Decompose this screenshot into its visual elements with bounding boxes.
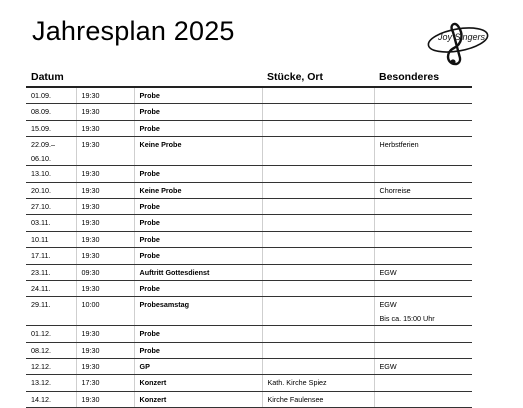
header-time — [76, 67, 134, 87]
date-cell: 01.09. — [26, 87, 76, 104]
table-row — [26, 198, 472, 214]
place-cell — [262, 137, 374, 166]
time-cell: 19:30 — [76, 182, 134, 198]
note-cell — [374, 248, 472, 264]
place-cell — [262, 182, 374, 198]
time-cell: 19:30 — [76, 215, 134, 231]
event-cell: Keine Probe — [134, 137, 262, 166]
table-row — [26, 104, 472, 120]
place-cell — [262, 264, 374, 280]
table-row — [26, 137, 472, 166]
table-row — [26, 120, 472, 136]
date-cell: 08.09. — [26, 104, 76, 120]
choir-logo-icon — [424, 18, 494, 70]
place-cell — [262, 120, 374, 136]
time-cell: 19:30 — [76, 87, 134, 104]
time-cell: 19:30 — [76, 166, 134, 182]
note-cell — [374, 326, 472, 342]
event-cell: Keine Probe — [134, 182, 262, 198]
note-cell: Herbstferien — [374, 137, 472, 166]
place-cell — [262, 342, 374, 358]
note-cell — [374, 120, 472, 136]
event-cell: Probe — [134, 198, 262, 214]
place-cell — [262, 359, 374, 375]
note-cell — [374, 87, 472, 104]
table-row — [26, 391, 472, 407]
place-cell — [262, 248, 374, 264]
event-cell: Probe — [134, 166, 262, 182]
table-row — [26, 342, 472, 358]
place-cell — [262, 104, 374, 120]
table-row — [26, 231, 472, 247]
header-pieces-place: Stücke, Ort — [262, 67, 374, 87]
table-row — [26, 359, 472, 375]
time-cell: 19:30 — [76, 391, 134, 407]
note-cell — [374, 215, 472, 231]
header-remarks: Besonderes — [374, 67, 472, 87]
table-row — [26, 375, 472, 391]
place-cell — [262, 166, 374, 182]
event-cell: Probe — [134, 342, 262, 358]
table-row — [26, 280, 472, 296]
event-cell: Konzert — [134, 375, 262, 391]
date-cell: 13.12. — [26, 375, 76, 391]
place-cell — [262, 231, 374, 247]
date-cell: 17.11. — [26, 248, 76, 264]
date-cell: 20.10. — [26, 182, 76, 198]
time-cell: 19:30 — [76, 280, 134, 296]
event-cell: Probe — [134, 87, 262, 104]
page-title: Jahresplan 2025 — [32, 16, 235, 46]
note-cell — [374, 198, 472, 214]
event-cell: Probe — [134, 104, 262, 120]
header-date: Datum — [26, 67, 76, 87]
place-cell — [262, 297, 374, 326]
note-cell: Chorreise — [374, 182, 472, 198]
place-cell: Kath. Kirche Spiez — [262, 375, 374, 391]
schedule-table — [26, 67, 472, 408]
date-cell: 23.11. — [26, 264, 76, 280]
table-row — [26, 87, 472, 104]
table-row — [26, 248, 472, 264]
note-cell: EGW — [374, 359, 472, 375]
date-cell: 22.09.– 06.10. — [26, 137, 76, 166]
time-cell: 19:30 — [76, 248, 134, 264]
note-cell: EGW Bis ca. 15:00 Uhr — [374, 297, 472, 326]
place-cell — [262, 87, 374, 104]
event-cell: GP — [134, 359, 262, 375]
date-cell: 08.12. — [26, 342, 76, 358]
date-cell: 29.11. — [26, 297, 76, 326]
note-cell — [374, 280, 472, 296]
note-cell: EGW — [374, 264, 472, 280]
time-cell: 19:30 — [76, 137, 134, 166]
table-row — [26, 264, 472, 280]
time-cell: 19:30 — [76, 198, 134, 214]
date-cell: 27.10. — [26, 198, 76, 214]
date-cell: 01.12. — [26, 326, 76, 342]
note-cell — [374, 231, 472, 247]
note-cell — [374, 375, 472, 391]
time-cell: 19:30 — [76, 359, 134, 375]
time-cell: 19:30 — [76, 120, 134, 136]
header-row — [26, 67, 472, 87]
table-row — [26, 297, 472, 326]
time-cell: 19:30 — [76, 326, 134, 342]
note-cell — [374, 391, 472, 407]
logo-text: Joy Singers — [438, 32, 486, 42]
time-cell: 19:30 — [76, 104, 134, 120]
place-cell: Kirche Faulensee — [262, 391, 374, 407]
note-cell — [374, 342, 472, 358]
event-cell: Auftritt Gottesdienst — [134, 264, 262, 280]
event-cell: Konzert — [134, 391, 262, 407]
place-cell — [262, 280, 374, 296]
note-cell — [374, 166, 472, 182]
header-event — [134, 67, 262, 87]
event-cell: Probesamstag — [134, 297, 262, 326]
place-cell — [262, 198, 374, 214]
event-cell: Probe — [134, 280, 262, 296]
event-cell: Probe — [134, 215, 262, 231]
place-cell — [262, 326, 374, 342]
place-cell — [262, 215, 374, 231]
date-cell: 15.09. — [26, 120, 76, 136]
table-row — [26, 182, 472, 198]
time-cell: 19:30 — [76, 342, 134, 358]
time-cell: 09:30 — [76, 264, 134, 280]
event-cell: Probe — [134, 326, 262, 342]
event-cell: Probe — [134, 248, 262, 264]
event-cell: Probe — [134, 120, 262, 136]
event-cell: Probe — [134, 231, 262, 247]
date-cell: 12.12. — [26, 359, 76, 375]
note-cell — [374, 104, 472, 120]
date-cell: 13.10. — [26, 166, 76, 182]
table-row — [26, 215, 472, 231]
time-cell: 19:30 — [76, 231, 134, 247]
table-row — [26, 326, 472, 342]
table-row — [26, 166, 472, 182]
time-cell: 10:00 — [76, 297, 134, 326]
date-cell: 10.11 — [26, 231, 76, 247]
time-cell: 17:30 — [76, 375, 134, 391]
date-cell: 14.12. — [26, 391, 76, 407]
date-cell: 24.11. — [26, 280, 76, 296]
date-cell: 03.11. — [26, 215, 76, 231]
